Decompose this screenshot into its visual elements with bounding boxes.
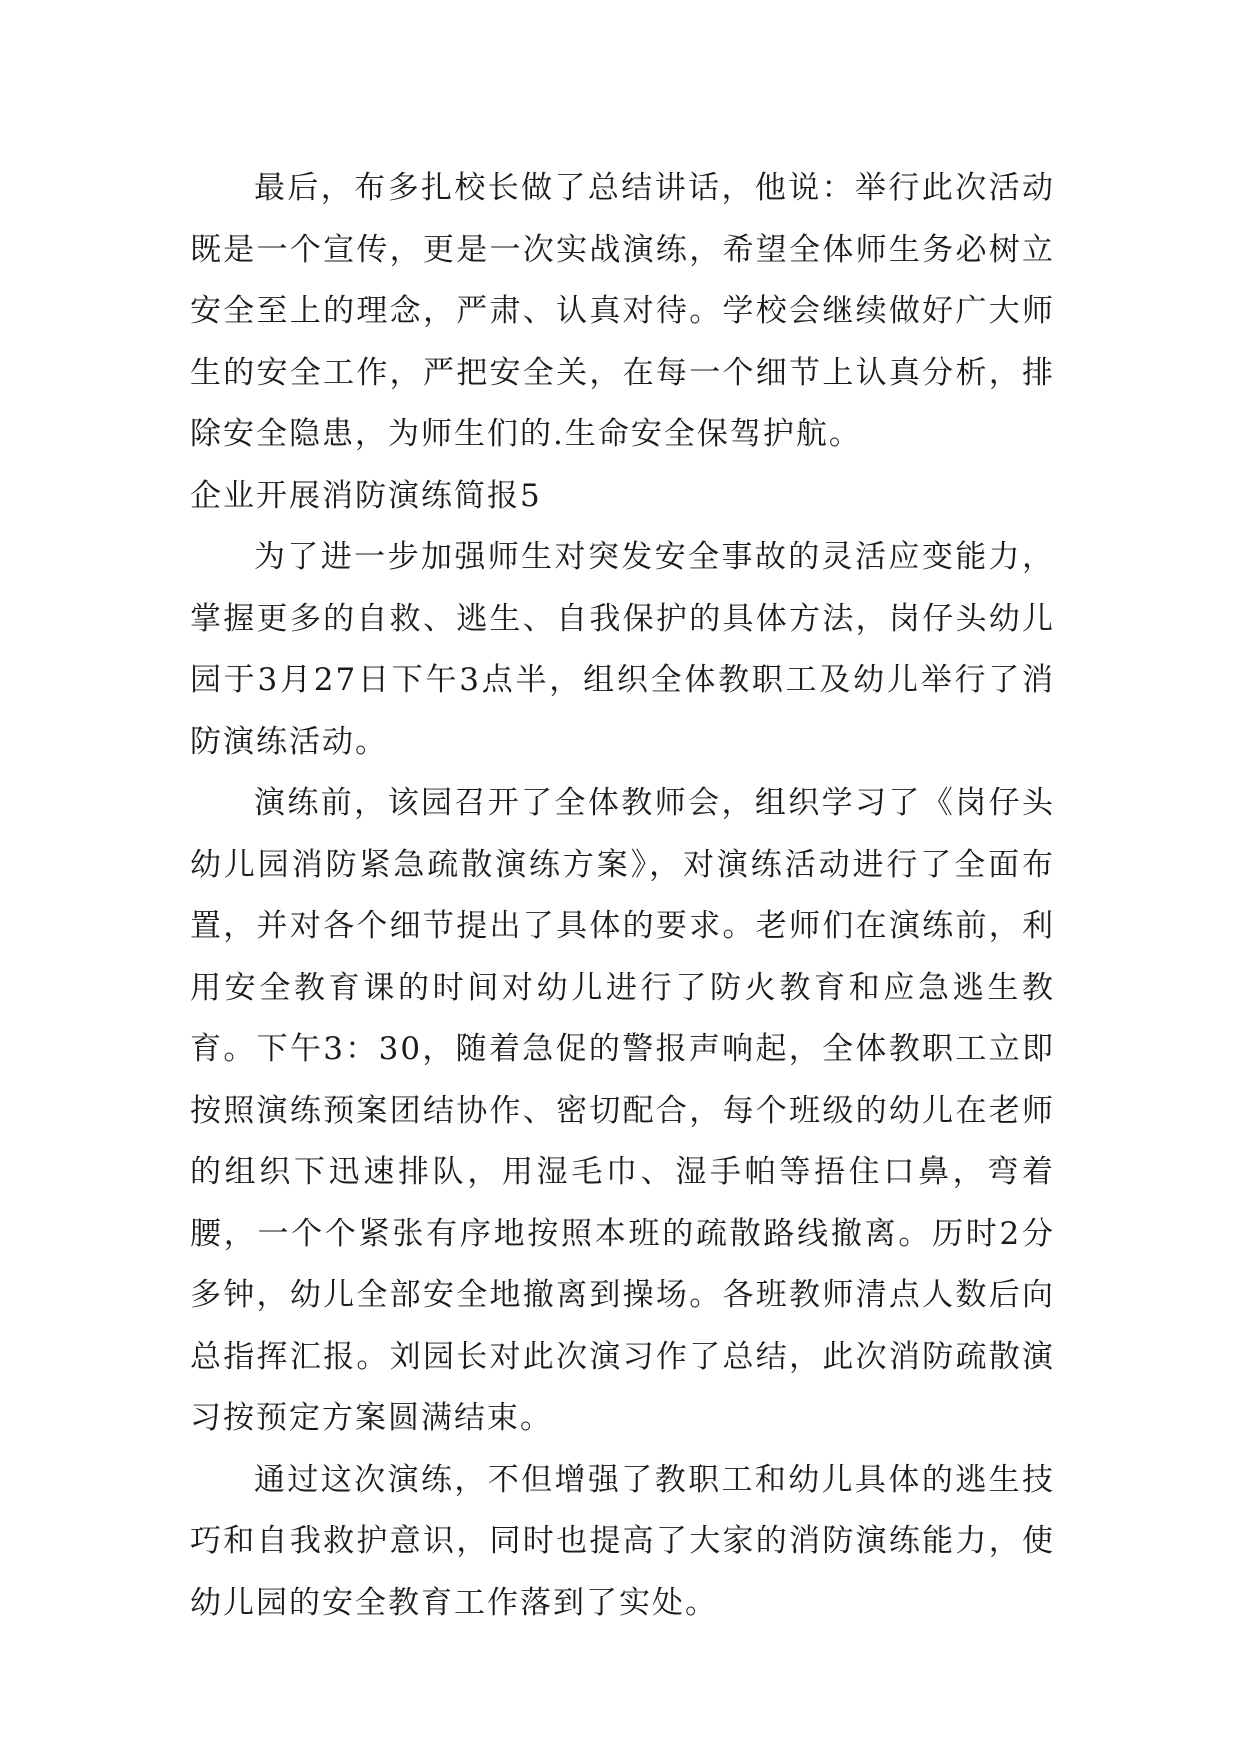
section-heading: 企业开展消防演练简报5 xyxy=(190,477,542,514)
paragraph-closing-speech: 最后，布多扎校长做了总结讲话，他说：举行此次活动既是一个宣传，更是一次实战演练，希望全体师生务必树立安全至上的理念，严肃、认真对待。学校会继续做好广大师生的安全工作，严把安全关，在每一个细节上认真分析，排除安全隐患，为师生们的.生命安全保驾护航。 xyxy=(190,170,1055,452)
document-body xyxy=(190,158,1055,1634)
paragraph-intro: 为了进一步加强师生对突发安全事故的灵活应变能力，掌握更多的自救、逃生、自我保护的具体方法，岗仔头幼儿园于3月27日下午3点半，组织全体教职工及幼儿举行了消防演练活动。 xyxy=(190,539,1055,760)
paragraph-drill-process: 演练前，该园召开了全体教师会，组织学习了《岗仔头幼儿园消防紧急疏散演练方案》，对演练活动进行了全面布置，并对各个细节提出了具体的要求。老师们在演练前，利用安全教育课的时间对幼儿进行了防火教育和应急逃生教育。下午3：30，随着急促的警报声响起，全体教职工立即按照演练预案团结协作、密切配合，每个班级的幼儿在老师的组织下迅速排队，用湿毛巾、湿手帕等捂住口鼻，弯着腰，一个个紧张有序地按照本班的疏散路线撤离。历时2分多钟，幼儿全部安全地撤离到操场。各班教师清点人数后向总指挥汇报。刘园长对此次演习作了总结，此次消防疏散演习按预定方案圆满结束。 xyxy=(190,785,1055,1436)
paragraph-conclusion: 通过这次演练，不但增强了教职工和幼儿具体的逃生技巧和自我救护意识，同时也提高了大家的消防演练能力，使幼儿园的安全教育工作落到了实处。 xyxy=(190,1461,1055,1621)
